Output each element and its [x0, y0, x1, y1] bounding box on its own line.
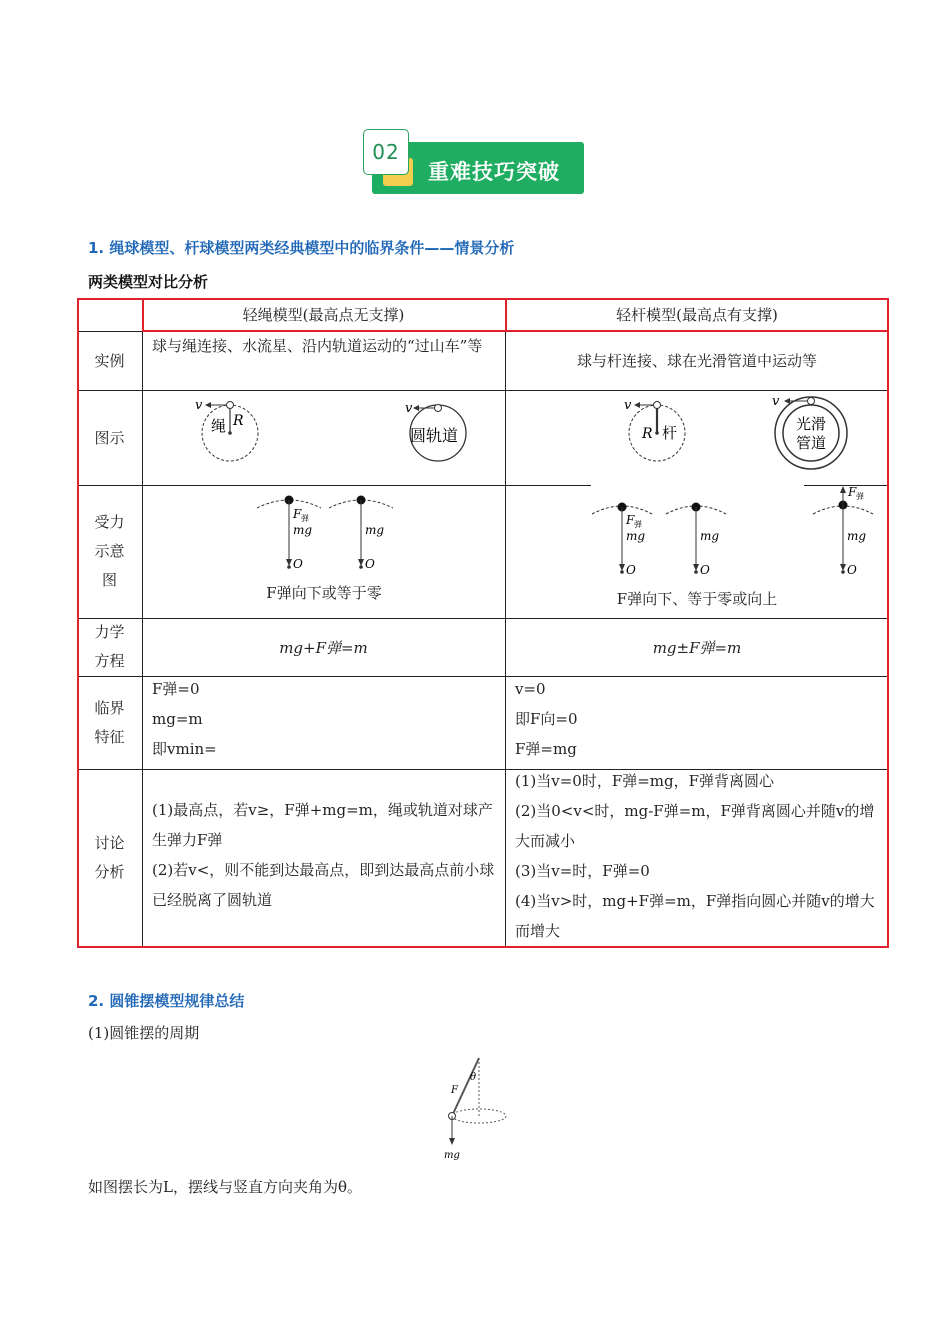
- col-header-rod: 轻杆模型(最高点有支撑): [616, 306, 778, 324]
- rod-center: [655, 431, 659, 435]
- row-label-force: 受力示意图: [94, 513, 125, 589]
- row-label-equation: 力学方程: [94, 623, 125, 670]
- f-label: F: [451, 1085, 458, 1096]
- rope-v-label: v: [195, 398, 203, 413]
- heading-1: 1. 绳球模型、杆球模型两类经典模型中的临界条件——情景分析: [88, 239, 515, 257]
- mg-label: mg: [444, 1150, 460, 1161]
- rod-o-label-2: O: [700, 563, 710, 577]
- row-label-discussion: 讨论分析: [94, 834, 125, 881]
- rope-mg-label-1: mg: [293, 523, 313, 537]
- rod-velocity-head: [634, 402, 640, 408]
- section-title: 重难技巧突破: [428, 160, 560, 184]
- discussion-rope: [152, 795, 498, 915]
- heading-2: 2. 圆锥摆模型规律总结: [88, 992, 245, 1010]
- critical-rope: [152, 674, 502, 764]
- tube-outer: [775, 397, 847, 469]
- paragraph-2: 如图摆长为L，摆线与竖直方向夹角为θ。: [88, 1178, 362, 1196]
- section-number: 02: [363, 129, 409, 175]
- tube-label-2: 管道: [796, 434, 827, 452]
- theta-label: θ: [470, 1072, 477, 1083]
- gravity-arrow: [449, 1138, 455, 1145]
- example-rod: 球与杆连接、球在光滑管道中运动等: [576, 352, 817, 370]
- row-label-figure: 图示: [94, 429, 125, 447]
- col-header-rope: 轻绳模型(最高点无支撑): [242, 306, 405, 324]
- rod-force-arrow-2: [693, 564, 699, 571]
- rod-ball: [654, 402, 661, 409]
- equation-rope: mg+F弹=m: [279, 638, 368, 657]
- rod-mg-label-2: mg: [700, 529, 720, 543]
- rope-r-label: R: [233, 413, 244, 429]
- critical-rope-line-1: F弹=0: [152, 680, 200, 698]
- discussion-rod: [515, 766, 883, 946]
- discussion-rod-3: (3)当v=时，F弹=0: [515, 862, 650, 880]
- equation-rod: mg±F弹=m: [652, 638, 742, 657]
- paragraph-1: (1)圆锥摆的周期: [88, 1024, 200, 1042]
- rope-figure: [143, 391, 505, 485]
- rope-force-arrow-2: [358, 559, 364, 566]
- critical-rope-line-2: mg=m: [152, 710, 203, 728]
- rope-center: [228, 431, 232, 435]
- rope-o-label-1: O: [293, 557, 303, 571]
- tube-v-label: v: [772, 394, 780, 409]
- rod-center-2: [694, 570, 698, 574]
- rod-center-3: [841, 570, 845, 574]
- rod-mg-label-3: mg: [847, 529, 867, 543]
- rod-f-label-1: F: [626, 513, 635, 527]
- rod-r-label: R: [642, 426, 653, 442]
- rod-o-label-3: O: [847, 563, 857, 577]
- rod-force-caption: F弹向下、等于零或向上: [616, 589, 778, 608]
- discussion-rod-1: (1)当v=0时，F弹=mg，F弹背离圆心: [515, 772, 775, 790]
- critical-rod-line-1: v=0: [515, 680, 546, 698]
- rod-center-1: [620, 570, 624, 574]
- rod-mg-label-1: mg: [626, 529, 646, 543]
- track-label: 圆轨道: [410, 426, 459, 445]
- row-label-example: 实例: [94, 352, 125, 370]
- row-label-critical: 临界特征: [94, 698, 125, 746]
- critical-rod: [515, 674, 885, 764]
- rod-force-arrow-1: [619, 564, 625, 571]
- rod-f-label-3: F: [848, 486, 857, 499]
- rope-f-label-1: F: [293, 507, 302, 521]
- discussion-rod-2: (2)当0<v<时，mg-F弹=m，F弹背离圆心并随v的增大而减小: [515, 802, 875, 850]
- rope-center-2: [359, 565, 363, 569]
- track-v-label: v: [405, 401, 413, 416]
- rope-label: 绳: [211, 417, 227, 435]
- rope-f-sub-1: 弹: [301, 514, 309, 523]
- rope-force-caption: F弹向下或等于零: [266, 583, 382, 602]
- rod-v-label: v: [624, 398, 632, 413]
- rope-mg-label-2: mg: [365, 523, 385, 537]
- discussion-rod-4: (4)当v>时，mg+F弹=m，F弹指向圆心并随v的增大而增大: [515, 892, 875, 940]
- rope-center-1: [287, 565, 291, 569]
- critical-rod-line-3: F弹=mg: [515, 740, 577, 758]
- track-ball: [435, 405, 442, 412]
- discussion-rope-2: (2)若v<，则不能到达最高点，即到达最高点前小球已经脱离了圆轨道: [152, 861, 495, 909]
- rod-o-label-1: O: [626, 563, 636, 577]
- rod-f-sub-3: 弹: [856, 492, 864, 501]
- tube-inner: [783, 405, 839, 461]
- rope-ball: [227, 402, 234, 409]
- conical-pendulum-figure: [436, 1052, 516, 1164]
- discussion-rope-1: (1)最高点，若v≥，F弹+mg=m，绳或轨道对球产生弹力F弹: [152, 801, 493, 849]
- tube-velocity-head: [784, 398, 790, 404]
- rope-force-arrow-1: [286, 559, 292, 566]
- rod-label: 杆: [662, 424, 678, 442]
- track-velocity-head: [413, 405, 419, 411]
- rod-force-arrow-3: [840, 564, 846, 571]
- critical-rope-line-3: 即vmin=: [152, 740, 217, 758]
- comparison-table: [77, 298, 889, 948]
- rod-up-force-arrow: [840, 486, 846, 493]
- tube-ball: [808, 398, 815, 405]
- tube-label-1: 光滑: [796, 415, 827, 433]
- rod-figure: [506, 391, 888, 485]
- critical-rod-line-2: 即F向=0: [515, 710, 578, 728]
- subheading-1: 两类模型对比分析: [88, 273, 209, 291]
- example-rope: 球与绳连接、水流星、沿内轨道运动的“过山车”等: [152, 337, 483, 355]
- rope-velocity-head: [205, 402, 211, 408]
- rod-f-sub-1: 弹: [634, 520, 642, 529]
- rope-o-label-2: O: [365, 557, 375, 571]
